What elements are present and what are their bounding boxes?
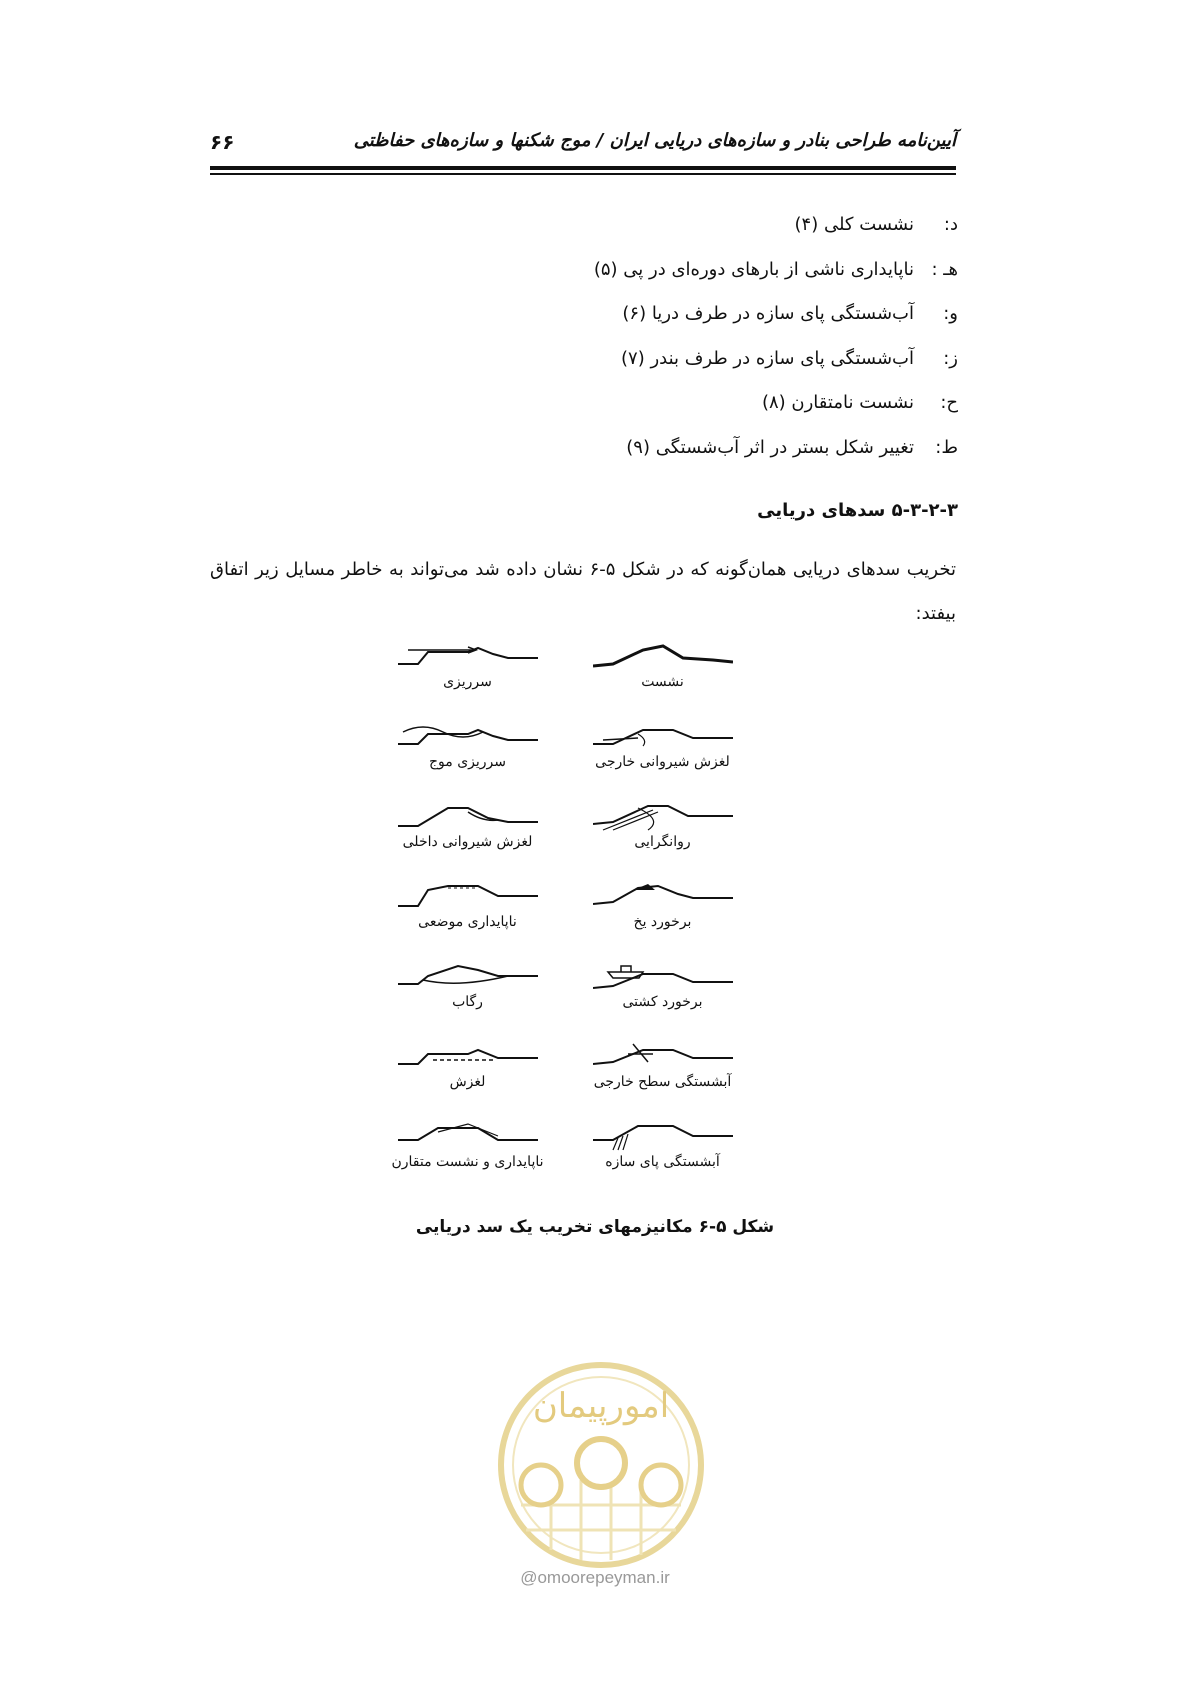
list-text: نشست نامتقارن (۸) [761, 392, 914, 413]
fig-settlement [575, 640, 750, 690]
outer-slope-slip-sketch [593, 720, 733, 752]
ice-impact-sketch [593, 880, 733, 912]
toe-scour-sketch [593, 1120, 733, 1152]
list-text: آب‌شستگی پای سازه در طرف بندر (۷) [621, 347, 914, 369]
list-text: ناپایداری ناشی از بارهای دوره‌ای در پی (۵) [593, 258, 914, 280]
fig-label: ناپایداری موضعی [418, 914, 517, 930]
building-gear-icon [577, 1439, 625, 1487]
fig-label: آبشستگی پای سازه [605, 1154, 720, 1170]
ship-collision-sketch [593, 960, 733, 992]
logo-text: امورپیمان [532, 1386, 670, 1426]
list-item [238, 214, 958, 259]
header-rule-thin [210, 173, 956, 175]
fig-toe-scour [575, 1120, 750, 1170]
body-paragraph: تخریب سدهای دریایی همان‌گونه که در شکل ۵-۶ نشان داده شد می‌تواند به خاطر مسایل زیر اتفاق بیفتد: [210, 559, 956, 624]
fig-label: سرریزی [443, 674, 492, 690]
failure-list [238, 214, 958, 481]
list-text: آب‌شستگی پای سازه در طرف دریا (۶) [622, 303, 914, 324]
local-instability-sketch [398, 880, 538, 912]
fig-overtopping [380, 640, 555, 690]
list-item [238, 303, 958, 348]
list-marker: د: [943, 214, 958, 235]
fig-label: روانگرایی [634, 834, 691, 850]
failure-mechanisms-figure [380, 640, 780, 1200]
list-item [238, 392, 958, 437]
list-text: نشست کلی (۴) [794, 214, 914, 235]
wave-overtopping-sketch [398, 720, 538, 752]
fig-inner-slope-slip [380, 800, 555, 850]
excavator-icon [641, 1465, 681, 1505]
fig-sliding [380, 1040, 555, 1090]
fig-piping [380, 960, 555, 1010]
settlement-sketch [593, 640, 733, 672]
fig-label: لغزش شیروانی داخلی [402, 834, 533, 850]
fig-outer-surface-scour [575, 1040, 750, 1090]
sliding-sketch [398, 1040, 538, 1072]
scales-icon [521, 1465, 561, 1505]
fig-label: نشست [641, 674, 684, 690]
publisher-logo [491, 1355, 711, 1575]
fig-label: برخورد کشتی [622, 994, 703, 1010]
fig-ice-impact [575, 880, 750, 930]
liquefaction-sketch [593, 800, 733, 832]
piping-sketch [398, 960, 538, 992]
page-header [210, 118, 956, 168]
fig-local-instability [380, 880, 555, 930]
list-marker: ز: [943, 347, 958, 369]
fig-label: رگاب [452, 994, 483, 1010]
list-marker: هـ : [931, 258, 958, 280]
symmetric-settlement-sketch [398, 1120, 538, 1152]
fig-ship-collision [575, 960, 750, 1010]
fig-label: برخورد یخ [633, 914, 692, 930]
list-marker: و: [943, 303, 958, 324]
fig-outer-slope-slip [575, 720, 750, 770]
header-rule-thick [210, 166, 956, 170]
fig-wave-overtopping [380, 720, 555, 770]
fig-label: لغزش شیروانی خارجی [595, 754, 730, 770]
site-watermark: @omoorepeyman.ir [520, 1568, 670, 1587]
fig-liquefaction [575, 800, 750, 850]
fig-label: ناپایداری و نشست متقارن [391, 1154, 544, 1170]
list-marker: ح: [940, 392, 958, 413]
running-title: آیین‌نامه طراحی بنادر و سازه‌های دریایی ایران / موج شکنها و سازه‌های حفاظتی [353, 130, 956, 151]
section-heading: ۵-۳-۲-۳ سدهای دریایی [757, 500, 958, 521]
fig-label: لغزش [449, 1074, 486, 1090]
list-item [238, 348, 958, 393]
page-number: ۶۶ [210, 130, 235, 154]
overtopping-sketch [398, 640, 538, 672]
figure-caption: شکل ۵-۶ مکانیزمهای تخریب یک سد دریایی [415, 1217, 775, 1237]
fig-label: سرریزی موج [428, 754, 506, 770]
fig-label: آبشستگی سطح خارجی [593, 1074, 732, 1090]
list-item [238, 437, 958, 482]
list-item [238, 259, 958, 304]
list-text: تغییر شکل بستر در اثر آب‌شستگی (۹) [626, 436, 914, 458]
fig-symmetric-settlement [380, 1120, 555, 1170]
list-marker: ط: [935, 436, 958, 458]
inner-slope-slip-sketch [398, 800, 538, 832]
outer-surface-scour-sketch [593, 1040, 733, 1072]
